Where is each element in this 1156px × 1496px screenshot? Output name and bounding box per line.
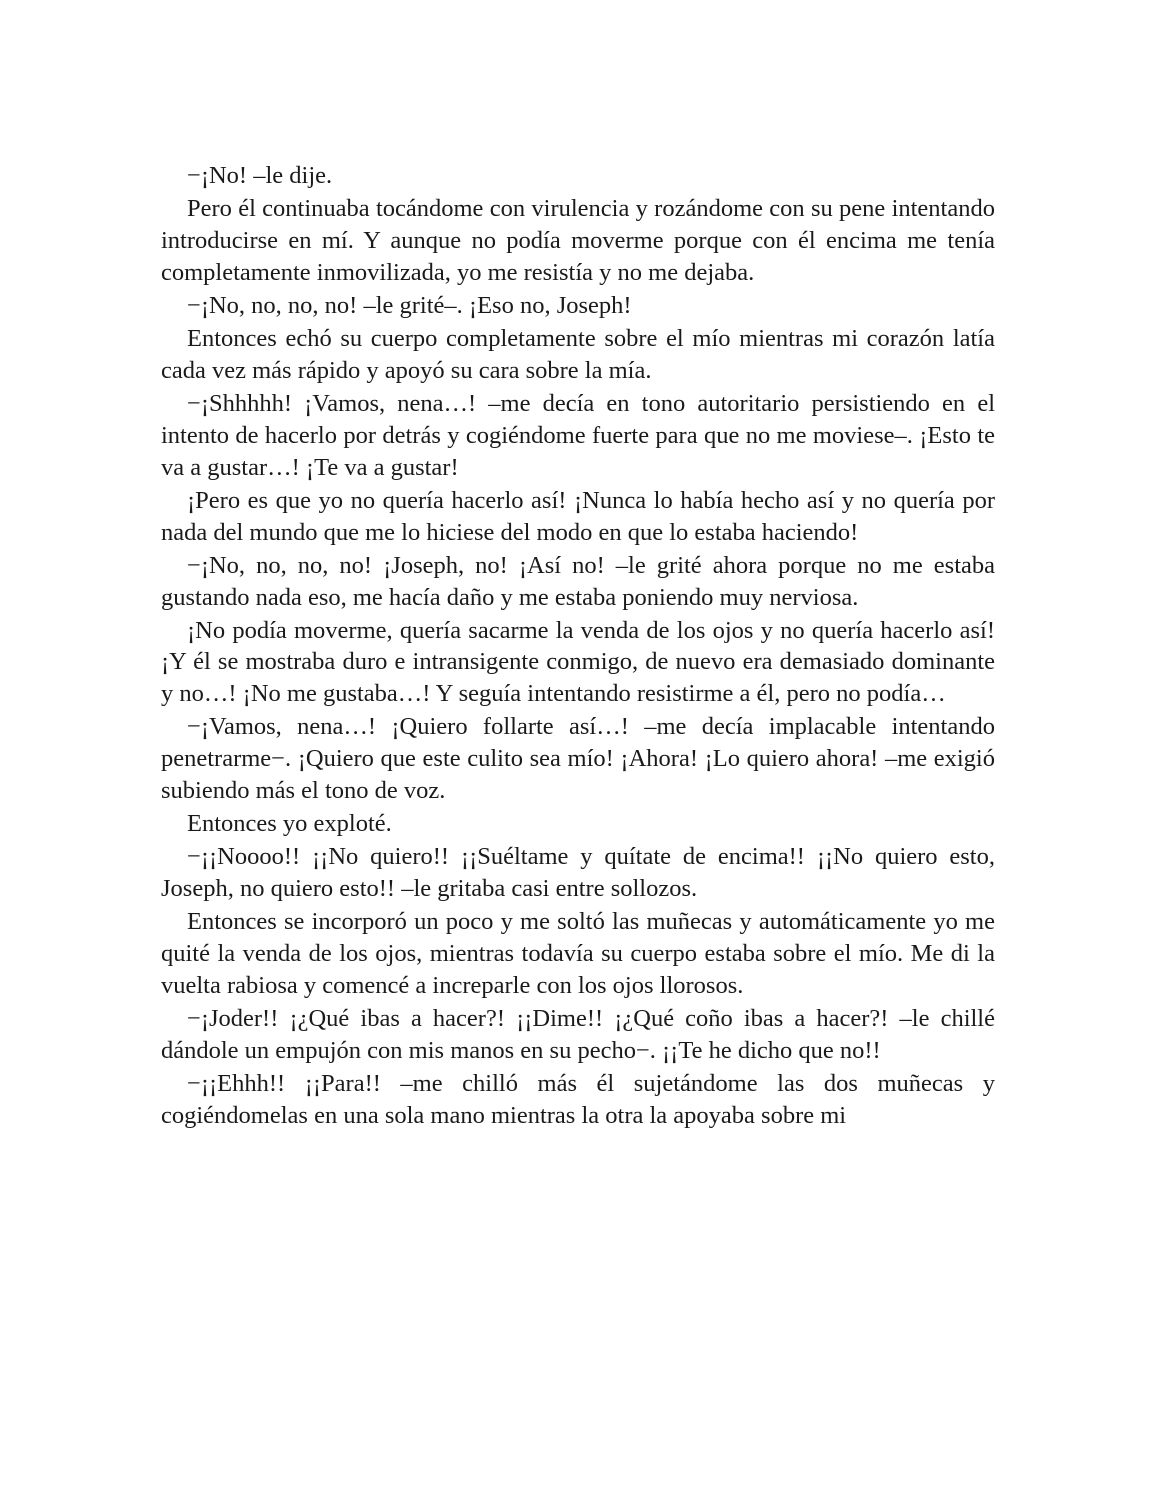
paragraph: Entonces echó su cuerpo completamente sobre el mío mientras mi corazón latía cada vez más rápido y apoyó su cara sobre la mía. bbox=[161, 325, 995, 384]
paragraph: ¡No podía moverme, quería sacarme la venda de los ojos y no quería hacerlo así! ¡Y él se mostraba duro e intransigente conmigo, de nuevo era demasiado dominante y no…! ¡No me gustaba…! Y seguía intentando resistirme a él, pero no podía… bbox=[161, 616, 995, 708]
paragraph: −¡Vamos, nena…! ¡Quiero follarte así…! –me decía implacable intentando penetrarme−. ¡Quiero que este culito sea mío! ¡Ahora! ¡Lo quiero ahora! –me exigió subiendo más el tono de voz. bbox=[161, 713, 995, 804]
paragraph: −¡Shhhhh! ¡Vamos, nena…! –me decía en tono autoritario persistiendo en el intento de hacerlo por detrás y cogiéndome fuerte para que no me moviese–. ¡Esto te va a gustar…! ¡Te va a gustar! bbox=[161, 390, 995, 481]
paragraph: −¡No! –le dije. bbox=[187, 162, 333, 189]
paragraph: −¡Joder!! ¡¿Qué ibas a hacer?! ¡¡Dime!! ¡¿Qué coño ibas a hacer?! –le chillé dándole un empujón con mis manos en su pecho−. ¡¡Te he dicho que no!! bbox=[161, 1005, 995, 1064]
paragraph: Entonces se incorporó un poco y me soltó las muñecas y automáticamente yo me quité la venda de los ojos, mientras todavía su cuerpo estaba sobre el mío. Me di la vuelta rabiosa y comencé a increparle con los ojos llorosos. bbox=[161, 908, 995, 999]
paragraph: Pero él continuaba tocándome con virulencia y rozándome con su pene intentando introducirse en mí. Y aunque no podía moverme porque con él encima me tenía completamente inmovilizada, yo me resistía y no me dejaba. bbox=[161, 195, 995, 286]
paragraph: −¡No, no, no, no! –le grité–. ¡Eso no, Joseph! bbox=[187, 291, 632, 319]
paragraph: Entonces yo exploté. bbox=[187, 810, 392, 838]
paragraph: −¡¡Ehhh!! ¡¡Para!! –me chilló más él sujetándome las dos muñecas y cogiéndomelas en una sola mano mientras la otra la apoyaba sobre mi bbox=[161, 1069, 995, 1129]
body-text bbox=[161, 160, 995, 1133]
paragraph: −¡¡Noooo!! ¡¡No quiero!! ¡¡Suéltame y quítate de encima!! ¡¡No quiero esto, Joseph, no quiero esto!! –le gritaba casi entre sollozos. bbox=[161, 843, 995, 903]
paragraph: −¡No, no, no, no! ¡Joseph, no! ¡Así no! –le grité ahora porque no me estaba gustando nada eso, me hacía daño y me estaba poniendo muy nerviosa. bbox=[161, 551, 995, 611]
paragraph: ¡Pero es que yo no quería hacerlo así! ¡Nunca lo había hecho así y no quería por nada del mundo que me lo hiciese del modo en que lo estaba haciendo! bbox=[161, 486, 995, 546]
